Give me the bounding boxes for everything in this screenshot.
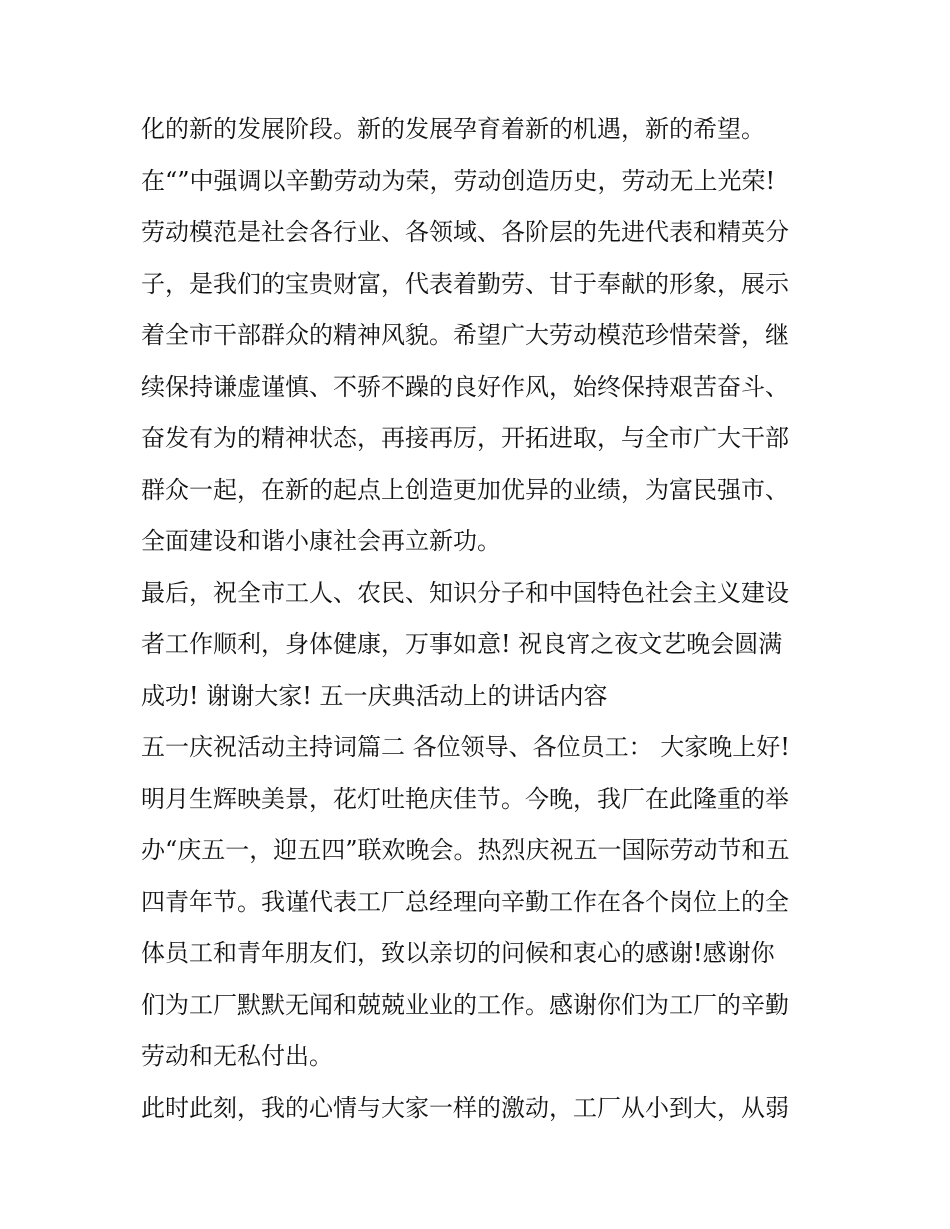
text-line: 群众一起，在新的起点上创造更加优异的业绩，为富民强市、	[141, 475, 789, 504]
text-line: 全面建设和谐小康社会再立新功。	[141, 527, 501, 555]
text-line: 体员工和青年朋友们，致以亲切的问候和衷心的感谢!感谢你	[141, 939, 775, 967]
text-line: 在“”中强调以辛勤劳动为荣，劳动创造历史，劳动无上光荣!	[141, 166, 776, 195]
text-line: 办“庆五一，迎五四”联欢晚会。热烈庆祝五一国际劳动节和五	[141, 836, 790, 864]
text-line: 化的新的发展阶段。新的发展孕育着新的机遇，新的希望。	[141, 115, 765, 143]
text-line: 成功! 谢谢大家! 五一庆典活动上的讲话内容	[141, 681, 608, 710]
text-line: 五一庆祝活动主持词篇二 各位领导、各位员工： 大家晚上好!	[141, 733, 790, 761]
text-line: 劳动和无私付出。	[141, 1042, 333, 1070]
text-line: 此时此刻，我的心情与大家一样的激动，工厂从小到大，从弱	[141, 1093, 789, 1122]
text-line: 们为工厂默默无闻和兢兢业业的工作。感谢你们为工厂的辛勤	[141, 990, 789, 1019]
text-line: 劳动模范是社会各行业、各领域、各阶层的先进代表和精英分	[141, 218, 789, 246]
text-line: 四青年节。我谨代表工厂总经理向辛勤工作在各个岗位上的全	[141, 887, 789, 916]
text-line: 奋发有为的精神状态，再接再厉，开拓进取，与全市广大干部	[141, 424, 789, 452]
text-line: 最后，祝全市工人、农民、知识分子和中国特色社会主义建设	[141, 578, 789, 607]
text-line: 者工作顺利，身体健康，万事如意! 祝良宵之夜文艺晚会圆满	[141, 630, 783, 658]
document-body	[141, 104, 841, 1134]
text-line: 着全市干部群众的精神风貌。希望广大劳动模范珍惜荣誉，继	[141, 321, 789, 349]
text-line: 子，是我们的宝贵财富，代表着勤劳、甘于奉献的形象，展示	[141, 269, 789, 298]
text-line: 续保持谦虚谨慎、不骄不躁的良好作风，始终保持艰苦奋斗、	[141, 372, 789, 401]
text-line: 明月生辉映美景，花灯吐艳庆佳节。今晚，我厂在此隆重的举	[141, 784, 789, 813]
